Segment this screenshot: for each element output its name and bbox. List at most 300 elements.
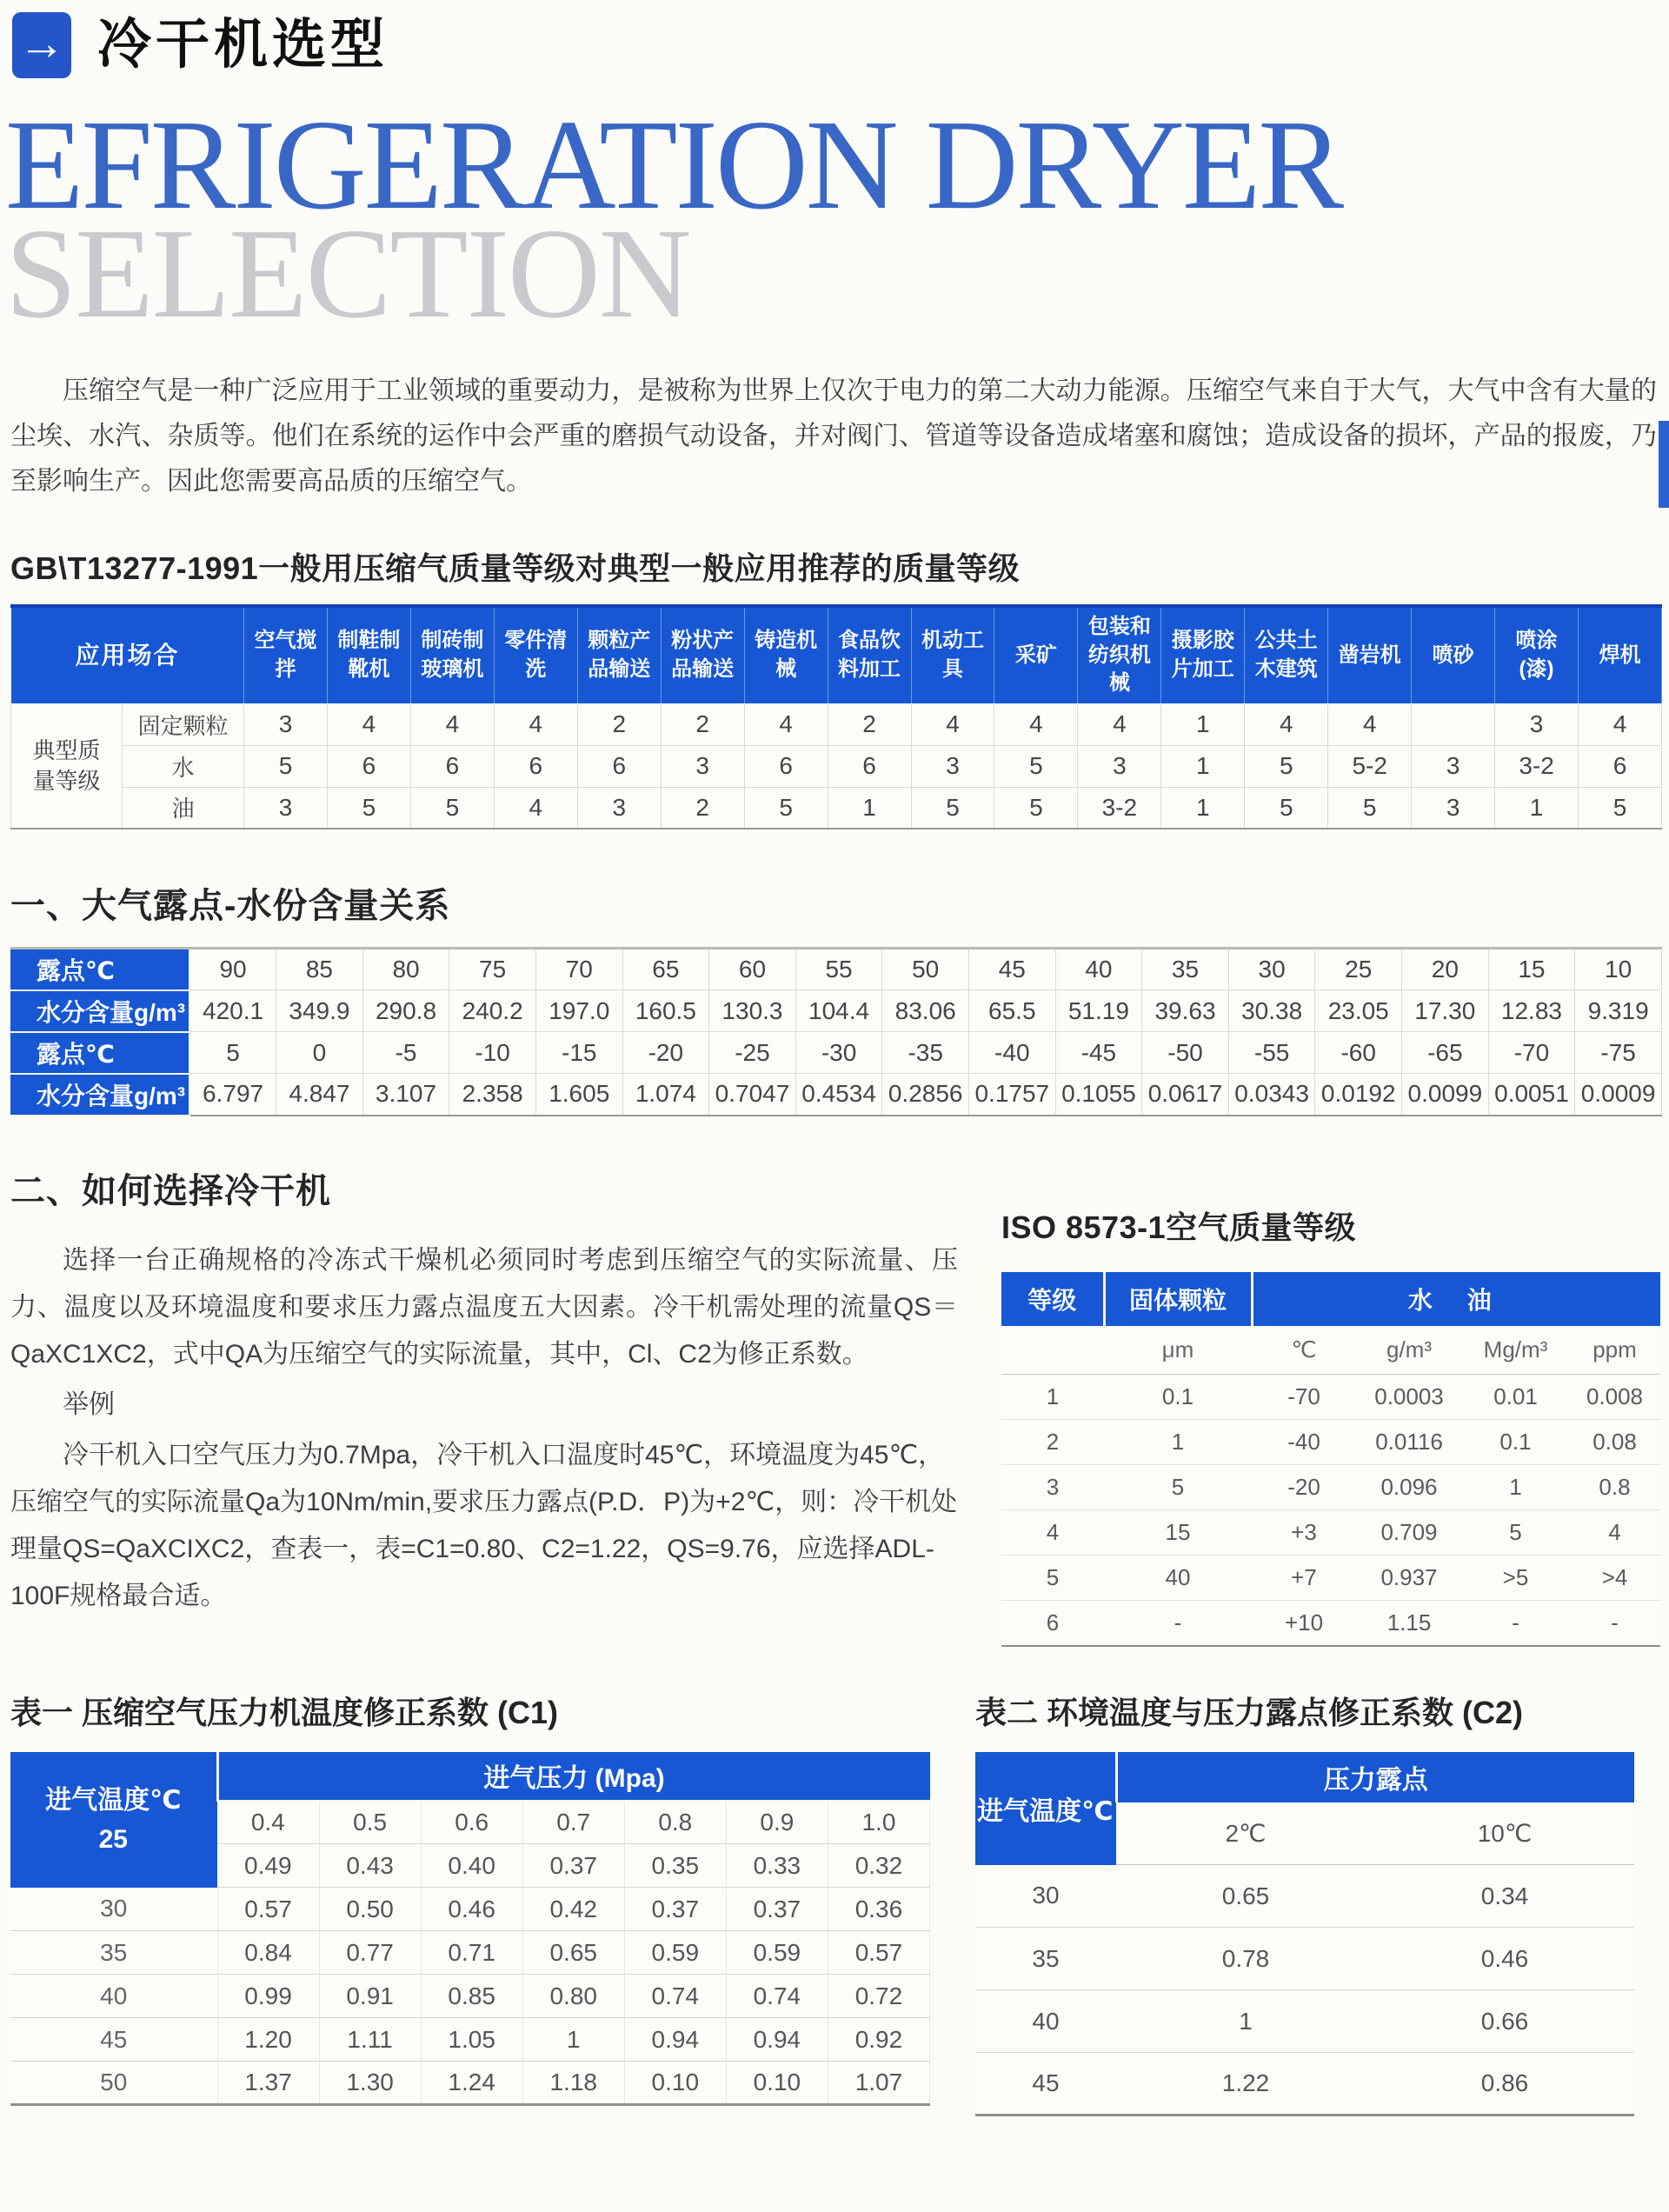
iso-cell: 6 bbox=[1001, 1601, 1104, 1646]
gb-row-label: 固定颗粒 bbox=[123, 703, 244, 745]
dew-cell: 290.8 bbox=[362, 990, 449, 1032]
dew-row-label: 水分含量g/m³ bbox=[10, 990, 190, 1032]
dew-cell: -50 bbox=[1142, 1032, 1229, 1074]
c1-pressure-value: 0.6 bbox=[421, 1801, 522, 1844]
c1-cell: 1 bbox=[522, 2018, 624, 2062]
c2-row bbox=[975, 1990, 1634, 2053]
c1-cell: 0.99 bbox=[217, 1975, 319, 2018]
c2-dewpoint-col: 2℃ bbox=[1116, 1802, 1375, 1865]
gb-cell: 4 bbox=[1579, 703, 1662, 745]
dew-cell: 0.0617 bbox=[1142, 1074, 1229, 1116]
iso-cell: 0.1 bbox=[1462, 1420, 1569, 1465]
c1-cell: 0.94 bbox=[624, 2018, 726, 2062]
iso-cell: -20 bbox=[1252, 1465, 1356, 1510]
iso-cell: 0.008 bbox=[1569, 1375, 1660, 1420]
c2-cell: 0.34 bbox=[1375, 1865, 1634, 1928]
dew-cell: 25 bbox=[1315, 949, 1402, 990]
gb-cell: 2 bbox=[577, 703, 661, 745]
dew-cell: -70 bbox=[1488, 1032, 1575, 1074]
dew-row bbox=[10, 1074, 1662, 1116]
gb-cell: 6 bbox=[1579, 745, 1662, 787]
iso-cell: 40 bbox=[1104, 1556, 1252, 1601]
iso-cell: +7 bbox=[1252, 1556, 1356, 1601]
gb-cell: 4 bbox=[911, 703, 994, 745]
iso-cell: 1 bbox=[1001, 1375, 1104, 1420]
gb-cell: 1 bbox=[1161, 703, 1245, 745]
gb-column-header: 包装和纺织机械 bbox=[1078, 606, 1161, 703]
dew-cell: 50 bbox=[882, 949, 969, 990]
gb-cell: 4 bbox=[1328, 703, 1412, 745]
gb-cell: 5 bbox=[994, 787, 1078, 829]
dew-row bbox=[10, 1032, 1662, 1074]
gb-cell: 6 bbox=[494, 745, 577, 787]
dew-cell: 30 bbox=[1228, 949, 1315, 990]
gb-cell: 3 bbox=[1412, 745, 1495, 787]
dew-cell: -40 bbox=[968, 1032, 1055, 1074]
dew-row-label: 露点℃ bbox=[10, 949, 190, 990]
iso-cell: 3 bbox=[1001, 1465, 1104, 1510]
example-paragraph: 冷干机入口空气压力为0.7Mpa，冷干机入口温度时45℃，环境温度为45℃，压缩空气的实际流量Qa为10Nm/min,要求压力露点(P.D．P)为+2℃，则：冷干机处理量QS=QaXCIXC2，查表一，表=C1=0.80、C2=1.22，QS=9.76，应选择ADL-100F规格最合适。 bbox=[10, 1440, 958, 1610]
iso-cell: 4 bbox=[1001, 1510, 1104, 1556]
c1-cell: 0.85 bbox=[421, 1975, 522, 2018]
c1-row bbox=[10, 1888, 930, 1931]
dew-cell: 0.1055 bbox=[1055, 1074, 1142, 1116]
gb-cell: 3 bbox=[1412, 787, 1495, 829]
gb-cell: 5 bbox=[744, 787, 828, 829]
c1-cell: 0.77 bbox=[319, 1931, 421, 1975]
iso-header-row bbox=[1001, 1272, 1660, 1326]
gb-column-header: 制鞋制靴机 bbox=[327, 606, 410, 703]
c2-cell: 0.65 bbox=[1116, 1865, 1375, 1928]
iso-cell: >4 bbox=[1569, 1556, 1660, 1601]
dew-cell: 12.83 bbox=[1488, 990, 1575, 1032]
c1-corner-cell bbox=[10, 1752, 217, 1888]
c1-row-label: 30 bbox=[10, 1888, 217, 1931]
iso-column bbox=[1001, 1163, 1660, 1647]
dew-cell: 0.7047 bbox=[709, 1074, 796, 1116]
correction-tables-section bbox=[10, 1689, 1660, 2117]
dew-cell: 160.5 bbox=[622, 990, 709, 1032]
c1-cell: 0.46 bbox=[421, 1888, 522, 1931]
iso-row bbox=[1001, 1510, 1660, 1556]
dew-cell: -20 bbox=[622, 1032, 709, 1074]
dew-cell: 4.847 bbox=[276, 1074, 363, 1116]
iso-cell: - bbox=[1462, 1601, 1569, 1646]
c1-corner-label: 进气温度℃ bbox=[45, 1785, 182, 1815]
c2-dewpoint-col: 10℃ bbox=[1375, 1802, 1634, 1865]
c2-row-label: 35 bbox=[975, 1928, 1116, 1990]
gb-row-label: 油 bbox=[123, 787, 244, 829]
c1-cell: 0.59 bbox=[624, 1931, 726, 1975]
gb-cell: 4 bbox=[494, 703, 577, 745]
iso-cell: 0.08 bbox=[1569, 1420, 1660, 1465]
gb-cell: 5 bbox=[1328, 787, 1412, 829]
dew-cell: 70 bbox=[535, 949, 622, 990]
gb-cell: 3-2 bbox=[1078, 787, 1161, 829]
gb-cell: 6 bbox=[327, 745, 410, 787]
iso-cell: 0.096 bbox=[1356, 1465, 1462, 1510]
c1-cell: 0.57 bbox=[828, 1931, 929, 1975]
dew-cell: 35 bbox=[1142, 949, 1229, 990]
iso-cell: 1 bbox=[1104, 1420, 1252, 1465]
c1-pressure-value: 0.8 bbox=[624, 1801, 726, 1844]
dew-cell: 1.605 bbox=[535, 1074, 622, 1116]
c1-row-label: 35 bbox=[10, 1931, 217, 1975]
gb-column-header: 空气搅拌 bbox=[244, 606, 328, 703]
gb-column-header: 摄影胶片加工 bbox=[1161, 606, 1245, 703]
iso-units-row bbox=[1001, 1326, 1660, 1375]
c1-cell: 0.71 bbox=[421, 1931, 522, 1975]
gb-row bbox=[11, 745, 1662, 787]
dew-row-label: 水分含量g/m³ bbox=[10, 1074, 190, 1116]
c1-cell: 0.10 bbox=[726, 2062, 828, 2105]
iso-cell: 0.709 bbox=[1356, 1510, 1462, 1556]
dew-cell: 65 bbox=[622, 949, 709, 990]
dew-cell: 0.0192 bbox=[1315, 1074, 1402, 1116]
c1-cell: 1.20 bbox=[217, 2018, 319, 2062]
c2-cell: 0.78 bbox=[1116, 1928, 1375, 1990]
iso-unit: g/m³ bbox=[1356, 1326, 1462, 1375]
c1-cell: 0.57 bbox=[217, 1888, 319, 1931]
iso-heading: ISO 8573-1空气质量等级 bbox=[1001, 1209, 1357, 1245]
dew-cell: -5 bbox=[362, 1032, 449, 1074]
gb-cell: 3 bbox=[1495, 703, 1579, 745]
c1-cell: 0.92 bbox=[828, 2018, 929, 2062]
c1-cell: 0.37 bbox=[624, 1888, 726, 1931]
iso-cell: 4 bbox=[1569, 1510, 1660, 1556]
dew-cell: -60 bbox=[1315, 1032, 1402, 1074]
dew-cell: 80 bbox=[362, 949, 449, 990]
iso-row bbox=[1001, 1465, 1660, 1510]
c1-cell: 1.07 bbox=[828, 2062, 929, 2105]
c1-row-label: 45 bbox=[10, 2018, 217, 2062]
gb-cell: 5 bbox=[911, 787, 994, 829]
gb-cell: 1 bbox=[1495, 787, 1579, 829]
dew-cell: 0.0051 bbox=[1488, 1074, 1575, 1116]
c1-cell: 0.42 bbox=[522, 1888, 624, 1931]
c1-cell: 1.11 bbox=[319, 2018, 421, 2062]
c1-pressure-value: 0.7 bbox=[522, 1801, 624, 1844]
c1-row bbox=[10, 1931, 930, 1975]
iso-cell: 5 bbox=[1104, 1465, 1252, 1510]
dew-cell: 0.1757 bbox=[968, 1074, 1055, 1116]
dew-cell: 2.358 bbox=[449, 1074, 536, 1116]
dew-cell: -45 bbox=[1055, 1032, 1142, 1074]
gb-cell: 1 bbox=[828, 787, 911, 829]
c2-row bbox=[975, 1865, 1634, 1928]
gb-cell: 4 bbox=[410, 703, 494, 745]
iso-cell: 15 bbox=[1104, 1510, 1252, 1556]
gb-row bbox=[11, 703, 1662, 745]
gb-cell: 1 bbox=[1161, 787, 1245, 829]
dew-row bbox=[10, 949, 1662, 990]
gb-cell: 4 bbox=[1245, 703, 1328, 745]
dew-row bbox=[10, 990, 1662, 1032]
gb-column-header: 喷涂(漆) bbox=[1495, 606, 1579, 703]
c1-cell: 0.72 bbox=[828, 1975, 929, 2018]
page-title-en: EFRIGERATION DRYER bbox=[5, 94, 1342, 237]
dew-cell: 3.107 bbox=[362, 1074, 449, 1116]
gb-cell: 3 bbox=[577, 787, 661, 829]
iso-cell: 5 bbox=[1462, 1510, 1569, 1556]
gb-cell: 3 bbox=[244, 787, 328, 829]
dew-point-table bbox=[10, 947, 1662, 1116]
c1-cell: 0.65 bbox=[522, 1931, 624, 1975]
gb-column-header: 颗粒产品输送 bbox=[577, 606, 661, 703]
dew-cell: 23.05 bbox=[1315, 990, 1402, 1032]
iso-row bbox=[1001, 1601, 1660, 1646]
gb-column-header: 机动工具 bbox=[911, 606, 994, 703]
c1-cell: 0.84 bbox=[217, 1931, 319, 1975]
dew-cell: 85 bbox=[276, 949, 363, 990]
c1-row bbox=[10, 2018, 930, 2062]
gb-cell: 4 bbox=[1078, 703, 1161, 745]
example-label: 举例 bbox=[63, 1389, 115, 1419]
iso-col-solid: 固体颗粒 bbox=[1104, 1272, 1252, 1326]
gb-cell: 5-2 bbox=[1328, 745, 1412, 787]
selection-heading: 二、如何选择冷干机 bbox=[10, 1171, 331, 1210]
iso-col-water-oil: 水 油 bbox=[1252, 1272, 1660, 1326]
gb-cell: 4 bbox=[744, 703, 828, 745]
dew-cell: 9.319 bbox=[1575, 990, 1662, 1032]
c2-cell: 0.66 bbox=[1375, 1990, 1634, 2053]
arrow-glyph: → bbox=[18, 17, 65, 70]
c1-cell: 0.36 bbox=[828, 1888, 929, 1931]
c1-column bbox=[10, 1689, 932, 2107]
dew-cell: 60 bbox=[709, 949, 796, 990]
dew-cell: 10 bbox=[1575, 949, 1662, 990]
dew-cell: 5 bbox=[190, 1032, 276, 1074]
c1-cell: 0.74 bbox=[726, 1975, 828, 2018]
iso-cell: +3 bbox=[1252, 1510, 1356, 1556]
c1-cell: 0.59 bbox=[726, 1931, 828, 1975]
dew-cell: 0.0009 bbox=[1575, 1074, 1662, 1116]
gb-column-header: 采矿 bbox=[994, 606, 1078, 703]
gb-column-header: 凿岩机 bbox=[1328, 606, 1412, 703]
gb-cell: 5 bbox=[410, 787, 494, 829]
arrow-icon bbox=[12, 12, 71, 78]
gb-cell: 4 bbox=[327, 703, 410, 745]
page-header bbox=[10, 12, 1660, 78]
iso-row bbox=[1001, 1375, 1660, 1420]
dew-cell: 83.06 bbox=[882, 990, 969, 1032]
gb-cell: 2 bbox=[828, 703, 911, 745]
c1-row-label: 40 bbox=[10, 1975, 217, 2018]
dew-cell: 20 bbox=[1402, 949, 1489, 990]
iso-cell: 0.1 bbox=[1104, 1375, 1252, 1420]
dew-cell: 130.3 bbox=[709, 990, 796, 1032]
iso-table bbox=[1001, 1272, 1660, 1647]
iso-cell: 0.0116 bbox=[1356, 1420, 1462, 1465]
c2-row bbox=[975, 2053, 1634, 2115]
c1-cell: 0.43 bbox=[319, 1844, 421, 1888]
dew-cell: 65.5 bbox=[968, 990, 1055, 1032]
dew-cell: 420.1 bbox=[190, 990, 276, 1032]
iso-unit: ℃ bbox=[1252, 1326, 1356, 1375]
c2-dewpoint-header: 压力露点 bbox=[1116, 1752, 1634, 1802]
c1-pressure-value: 1.0 bbox=[828, 1801, 929, 1844]
c2-cell: 0.86 bbox=[1375, 2053, 1634, 2115]
iso-cell: 0.0003 bbox=[1356, 1375, 1462, 1420]
gb-row bbox=[11, 787, 1662, 829]
dew-cell: 90 bbox=[190, 949, 276, 990]
c1-pressure-value: 0.9 bbox=[726, 1801, 828, 1844]
page-subtitle-en: SELECTION bbox=[5, 203, 690, 346]
gb-cell bbox=[1412, 703, 1495, 745]
dew-cell: -10 bbox=[449, 1032, 536, 1074]
dew-cell: -55 bbox=[1228, 1032, 1315, 1074]
c2-row-label: 40 bbox=[975, 1990, 1116, 2053]
gb-cell: 3-2 bbox=[1495, 745, 1579, 787]
dew-cell: 45 bbox=[968, 949, 1055, 990]
c1-cell: 0.32 bbox=[828, 1844, 929, 1888]
dew-cell: 349.9 bbox=[276, 990, 363, 1032]
gb-cell: 4 bbox=[994, 703, 1078, 745]
dew-cell: 17.30 bbox=[1402, 990, 1489, 1032]
iso-unit: μm bbox=[1104, 1326, 1252, 1375]
dew-cell: -35 bbox=[882, 1032, 969, 1074]
dew-cell: 0.0343 bbox=[1228, 1074, 1315, 1116]
dew-cell: 1.074 bbox=[622, 1074, 709, 1116]
dew-cell: 39.63 bbox=[1142, 990, 1229, 1032]
gb-column-header: 零件清洗 bbox=[494, 606, 577, 703]
c2-corner-cell: 进气温度℃ bbox=[975, 1752, 1116, 1865]
dew-cell: 0.0099 bbox=[1402, 1074, 1489, 1116]
c1-cell: 0.40 bbox=[421, 1844, 522, 1888]
gb-column-header: 粉状产品输送 bbox=[661, 606, 744, 703]
iso-cell: +10 bbox=[1252, 1601, 1356, 1646]
gb-column-header: 喷砂 bbox=[1412, 606, 1495, 703]
c1-cell: 0.49 bbox=[217, 1844, 319, 1888]
iso-row bbox=[1001, 1420, 1660, 1465]
gb-cell: 4 bbox=[494, 787, 577, 829]
iso-cell: 1 bbox=[1462, 1465, 1569, 1510]
c1-cell: 0.74 bbox=[624, 1975, 726, 2018]
c1-table bbox=[10, 1752, 930, 2107]
selection-paragraph: 选择一台正确规格的冷冻式干燥机必须同时考虑到压缩空气的实际流量、压力、温度以及环境温度和要求压力露点温度五大因素。冷干机需处理的流量QS＝QaXC1XC2，式中QA为压缩空气的实际流量，其中，Cl、C2为修正系数。 bbox=[10, 1245, 958, 1369]
c1-cell: 1.05 bbox=[421, 2018, 522, 2062]
gb-cell: 3 bbox=[661, 745, 744, 787]
c1-cell: 0.80 bbox=[522, 1975, 624, 2018]
c1-cell: 0.37 bbox=[522, 1844, 624, 1888]
gb-header-row bbox=[11, 606, 1662, 703]
gb-table bbox=[10, 604, 1662, 830]
gb-column-header: 食品饮料加工 bbox=[828, 606, 911, 703]
c1-cell: 1.37 bbox=[217, 2062, 319, 2105]
gb-cell: 2 bbox=[661, 703, 744, 745]
dew-cell: 197.0 bbox=[535, 990, 622, 1032]
dew-cell: 51.19 bbox=[1055, 990, 1142, 1032]
c1-cell: 1.18 bbox=[522, 2062, 624, 2105]
gb-cell: 6 bbox=[410, 745, 494, 787]
dew-cell: 15 bbox=[1488, 949, 1575, 990]
dew-cell: -15 bbox=[535, 1032, 622, 1074]
dew-section-heading: 一、大气露点-水份含量关系 bbox=[10, 887, 451, 926]
c1-corner-temp: 25 bbox=[98, 1824, 128, 1854]
page-edge-accent bbox=[1659, 421, 1669, 508]
gb-column-header: 制砖制玻璃机 bbox=[410, 606, 494, 703]
dew-cell: 0 bbox=[276, 1032, 363, 1074]
dew-cell: 6.797 bbox=[190, 1074, 276, 1116]
c2-row-label: 30 bbox=[975, 1865, 1116, 1928]
dew-cell: 104.4 bbox=[795, 990, 882, 1032]
dew-cell: 0.4534 bbox=[795, 1074, 882, 1116]
iso-cell: - bbox=[1569, 1601, 1660, 1646]
c1-heading: 表一 压缩空气压力机温度修正系数 (C1) bbox=[10, 1694, 559, 1730]
c1-cell: 0.33 bbox=[726, 1844, 828, 1888]
c1-row bbox=[10, 2062, 930, 2105]
c2-row bbox=[975, 1928, 1634, 1990]
iso-cell: 2 bbox=[1001, 1420, 1104, 1465]
dew-cell: -75 bbox=[1575, 1032, 1662, 1074]
iso-unit: Mg/m³ bbox=[1462, 1326, 1569, 1375]
c1-cell: 1.30 bbox=[319, 2062, 421, 2105]
iso-cell: 0.937 bbox=[1356, 1556, 1462, 1601]
dew-cell: 30.38 bbox=[1228, 990, 1315, 1032]
gb-cell: 5 bbox=[1245, 787, 1328, 829]
gb-table-heading: GB\T13277-1991一般用压缩气质量等级对典型一般应用推荐的质量等级 bbox=[10, 550, 1021, 587]
gb-cell: 1 bbox=[1161, 745, 1245, 787]
selection-section bbox=[10, 1163, 1660, 1647]
iso-cell: 0.8 bbox=[1569, 1465, 1660, 1510]
c2-cell: 0.46 bbox=[1375, 1928, 1634, 1990]
iso-unit: ppm bbox=[1569, 1326, 1660, 1375]
iso-cell: -40 bbox=[1252, 1420, 1356, 1465]
gb-row-group-label: 典型质量等级 bbox=[11, 703, 123, 829]
gb-column-header: 焊机 bbox=[1579, 606, 1662, 703]
c1-cell: 0.10 bbox=[624, 2062, 726, 2105]
c2-header-row bbox=[975, 1752, 1634, 1802]
c1-row bbox=[10, 1975, 930, 2018]
c2-row-label: 45 bbox=[975, 2053, 1116, 2115]
gb-cell: 6 bbox=[577, 745, 661, 787]
gb-cell: 5 bbox=[327, 787, 410, 829]
gb-cell: 6 bbox=[744, 745, 828, 787]
c1-cell: 0.91 bbox=[319, 1975, 421, 2018]
gb-cell: 3 bbox=[244, 703, 328, 745]
dew-cell: -65 bbox=[1402, 1032, 1489, 1074]
gb-column-header: 公共土木建筑 bbox=[1245, 606, 1328, 703]
dew-row-label: 露点℃ bbox=[10, 1032, 190, 1074]
gb-cell: 3 bbox=[1078, 745, 1161, 787]
c1-cell: 0.37 bbox=[726, 1888, 828, 1931]
page-title-cn: 冷干机选型 bbox=[97, 15, 389, 75]
c1-pressure-value: 0.4 bbox=[217, 1801, 319, 1844]
gb-cell: 5 bbox=[1579, 787, 1662, 829]
gb-cell: 5 bbox=[1245, 745, 1328, 787]
c1-cell: 0.50 bbox=[319, 1888, 421, 1931]
gb-cell: 6 bbox=[828, 745, 911, 787]
gb-cell: 5 bbox=[244, 745, 328, 787]
gb-cell: 2 bbox=[661, 787, 744, 829]
iso-cell: 1.15 bbox=[1356, 1601, 1462, 1646]
iso-unit-blank bbox=[1001, 1326, 1104, 1375]
gb-col-application: 应用场合 bbox=[11, 606, 244, 703]
c1-cell: 0.94 bbox=[726, 2018, 828, 2062]
iso-cell: 5 bbox=[1001, 1556, 1104, 1601]
selection-text-column bbox=[10, 1163, 958, 1620]
gb-column-header: 铸造机械 bbox=[744, 606, 828, 703]
iso-cell: >5 bbox=[1462, 1556, 1569, 1601]
c1-cell: 0.35 bbox=[624, 1844, 726, 1888]
dew-cell: 75 bbox=[449, 949, 536, 990]
intro-paragraph: 压缩空气是一种广泛应用于工业领域的重要动力，是被称为世界上仅次于电力的第二大动力能源。压缩空气来自于大气，大气中含有大量的尘埃、水汽、杂质等。他们在系统的运作中会严重的磨损气动设备，并对阀门、管道等设备造成堵塞和腐蚀；造成设备的损坏，产品的报废，乃至影响生产。因此您需要高品质的压缩空气。 bbox=[10, 376, 1657, 496]
c1-header-row bbox=[10, 1752, 930, 1801]
c2-column bbox=[975, 1689, 1660, 2117]
gb-cell: 3 bbox=[911, 745, 994, 787]
dew-cell: 240.2 bbox=[449, 990, 536, 1032]
gb-row-label: 水 bbox=[123, 745, 244, 787]
